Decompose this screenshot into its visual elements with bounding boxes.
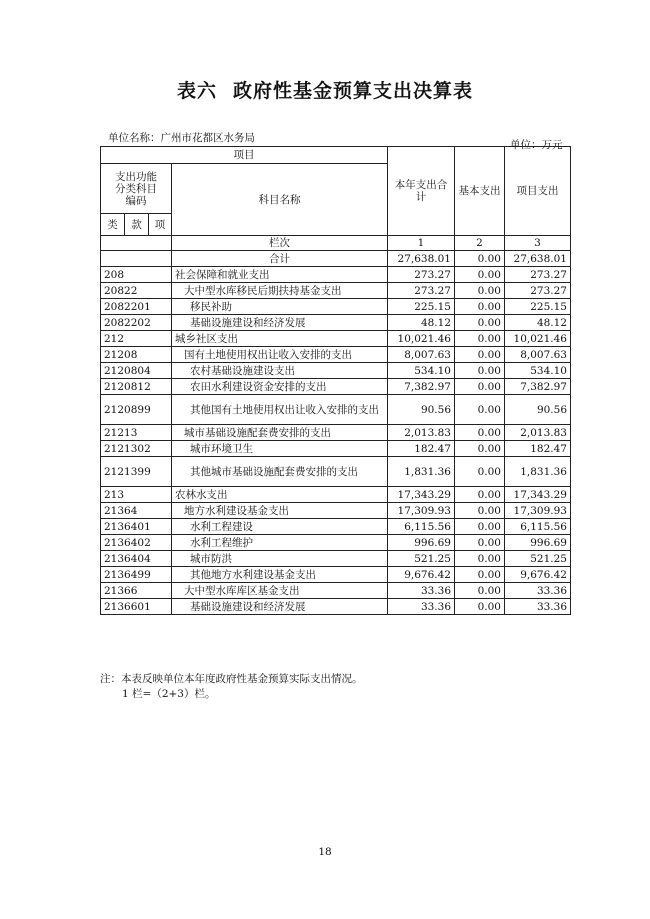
row-total: 2,013.83 <box>388 425 455 441</box>
currency-unit: 单位：万元 <box>510 139 563 151</box>
total-row <box>101 251 571 267</box>
row-project: 2,013.83 <box>505 425 571 441</box>
row-project: 7,382.97 <box>505 379 571 395</box>
table-row <box>101 347 571 363</box>
row-subject-name: 地方水利建设基金支出 <box>172 503 388 519</box>
header-col-project: 项目支出 <box>505 147 571 236</box>
row-subject-name: 大中型水库移民后期扶持基金支出 <box>172 283 388 299</box>
row-subject-name: 城市防洪 <box>172 551 388 567</box>
header-lanci: 栏次 <box>172 236 388 251</box>
row-basic: 0.00 <box>455 425 505 441</box>
row-subject-name: 其他地方水利建设基金支出 <box>172 567 388 583</box>
row-code: 20822 <box>101 283 172 299</box>
row-subject-name: 城乡社区支出 <box>172 331 388 347</box>
table-row <box>101 457 571 487</box>
row-total: 33.36 <box>388 583 455 599</box>
table-row <box>101 519 571 535</box>
row-basic: 0.00 <box>455 487 505 503</box>
header-func-code: 支出功能分类科目编码 <box>101 164 172 214</box>
row-basic: 0.00 <box>455 299 505 315</box>
row-project: 182.47 <box>505 441 571 457</box>
row-basic: 0.00 <box>455 441 505 457</box>
table-row <box>101 379 571 395</box>
row-project: 6,115.56 <box>505 519 571 535</box>
table-row <box>101 267 571 283</box>
table-row <box>101 441 571 457</box>
footnote-line-2: 1 栏=（2+3）栏。 <box>122 688 216 700</box>
row-project: 48.12 <box>505 315 571 331</box>
row-basic: 0.00 <box>455 331 505 347</box>
row-code: 2136402 <box>101 535 172 551</box>
row-subject-name: 基础设施建设和经济发展 <box>172 315 388 331</box>
row-subject-name: 社会保障和就业支出 <box>172 267 388 283</box>
table-row <box>101 535 571 551</box>
row-total: 521.25 <box>388 551 455 567</box>
table-row <box>101 425 571 441</box>
table-row <box>101 567 571 583</box>
header-row-project <box>101 147 571 164</box>
header-subject-name: 科目名称 <box>172 164 388 236</box>
row-code: 2120804 <box>101 363 172 379</box>
header-xiang: 项 <box>149 214 172 236</box>
row-basic: 0.00 <box>455 267 505 283</box>
header-project: 项目 <box>101 147 388 164</box>
row-project: 33.36 <box>505 583 571 599</box>
row-project: 534.10 <box>505 363 571 379</box>
column-number-2: 2 <box>455 236 505 251</box>
total-basic: 0.00 <box>455 251 505 267</box>
row-code: 2136401 <box>101 519 172 535</box>
row-project: 9,676.42 <box>505 567 571 583</box>
row-code: 2082201 <box>101 299 172 315</box>
row-total: 9,676.42 <box>388 567 455 583</box>
table-row <box>101 395 571 425</box>
row-total: 996.69 <box>388 535 455 551</box>
table-row <box>101 283 571 299</box>
table-row <box>101 583 571 599</box>
column-number-row <box>101 236 571 251</box>
row-subject-name: 国有土地使用权出让收入安排的支出 <box>172 347 388 363</box>
row-total: 17,343.29 <box>388 487 455 503</box>
row-basic: 0.00 <box>455 315 505 331</box>
column-number-1: 1 <box>388 236 455 251</box>
row-basic: 0.00 <box>455 583 505 599</box>
row-subject-name: 农村基础设施建设支出 <box>172 363 388 379</box>
row-total: 6,115.56 <box>388 519 455 535</box>
row-subject-name: 其他城市基础设施配套费安排的支出 <box>172 457 388 487</box>
table-title: 政府性基金预算支出决算表 <box>233 80 474 102</box>
row-basic: 0.00 <box>455 535 505 551</box>
row-subject-name: 农田水利建设资金安排的支出 <box>172 379 388 395</box>
row-total: 182.47 <box>388 441 455 457</box>
row-code: 2121302 <box>101 441 172 457</box>
row-project: 8,007.63 <box>505 347 571 363</box>
row-subject-name: 城市基础设施配套费安排的支出 <box>172 425 388 441</box>
row-code: 2082202 <box>101 315 172 331</box>
row-subject-name: 农林水支出 <box>172 487 388 503</box>
table-row <box>101 503 571 519</box>
row-code: 2136499 <box>101 567 172 583</box>
table-row <box>101 315 571 331</box>
total-value: 27,638.01 <box>388 251 455 267</box>
row-basic: 0.00 <box>455 457 505 487</box>
row-project: 521.25 <box>505 551 571 567</box>
budget-table <box>100 146 571 615</box>
table-row <box>101 551 571 567</box>
row-code: 21364 <box>101 503 172 519</box>
row-code: 21366 <box>101 583 172 599</box>
row-basic: 0.00 <box>455 567 505 583</box>
header-col-basic: 基本支出 <box>455 147 505 236</box>
row-total: 534.10 <box>388 363 455 379</box>
row-project: 225.15 <box>505 299 571 315</box>
row-total: 225.15 <box>388 299 455 315</box>
row-project: 90.56 <box>505 395 571 425</box>
header-col-total: 本年支出合计 <box>388 147 455 236</box>
page-title <box>0 76 650 103</box>
total-label: 合计 <box>172 251 388 267</box>
row-project: 996.69 <box>505 535 571 551</box>
row-basic: 0.00 <box>455 551 505 567</box>
row-basic: 0.00 <box>455 347 505 363</box>
row-total: 48.12 <box>388 315 455 331</box>
row-code: 212 <box>101 331 172 347</box>
footnote <box>100 672 363 702</box>
row-subject-name: 大中型水库库区基金支出 <box>172 583 388 599</box>
table-row <box>101 599 571 615</box>
row-total: 10,021.46 <box>388 331 455 347</box>
table-row <box>101 331 571 347</box>
row-basic: 0.00 <box>455 363 505 379</box>
table-row <box>101 363 571 379</box>
table-row <box>101 299 571 315</box>
row-total: 33.36 <box>388 599 455 615</box>
row-project: 33.36 <box>505 599 571 615</box>
organization-name: 单位名称：广州市花都区水务局 <box>108 132 255 144</box>
row-code: 2120812 <box>101 379 172 395</box>
row-code: 21208 <box>101 347 172 363</box>
row-basic: 0.00 <box>455 395 505 425</box>
row-project: 273.27 <box>505 267 571 283</box>
row-basic: 0.00 <box>455 503 505 519</box>
row-code: 2120899 <box>101 395 172 425</box>
row-project: 273.27 <box>505 283 571 299</box>
row-total: 17,309.93 <box>388 503 455 519</box>
row-project: 17,309.93 <box>505 503 571 519</box>
row-total: 1,831.36 <box>388 457 455 487</box>
row-basic: 0.00 <box>455 599 505 615</box>
row-total: 90.56 <box>388 395 455 425</box>
table-row <box>101 487 571 503</box>
column-number-3: 3 <box>505 236 571 251</box>
row-code: 21213 <box>101 425 172 441</box>
row-total: 7,382.97 <box>388 379 455 395</box>
row-basic: 0.00 <box>455 519 505 535</box>
header-kuan: 款 <box>125 214 149 236</box>
row-subject-name: 其他国有土地使用权出让收入安排的支出 <box>172 395 388 425</box>
row-basic: 0.00 <box>455 379 505 395</box>
row-project: 17,343.29 <box>505 487 571 503</box>
table-number: 表六 <box>176 80 217 102</box>
row-subject-name: 移民补助 <box>172 299 388 315</box>
row-project: 10,021.46 <box>505 331 571 347</box>
row-code: 2136404 <box>101 551 172 567</box>
row-basic: 0.00 <box>455 283 505 299</box>
row-code: 2121399 <box>101 457 172 487</box>
header-lei: 类 <box>101 214 125 236</box>
page-number: 18 <box>318 846 332 858</box>
row-subject-name: 基础设施建设和经济发展 <box>172 599 388 615</box>
row-code: 213 <box>101 487 172 503</box>
row-total: 273.27 <box>388 267 455 283</box>
row-code: 2136601 <box>101 599 172 615</box>
row-subject-name: 水利工程维护 <box>172 535 388 551</box>
row-project: 1,831.36 <box>505 457 571 487</box>
footnote-line-1: 注：本表反映单位本年度政府性基金预算实际支出情况。 <box>100 673 363 685</box>
row-code: 208 <box>101 267 172 283</box>
row-subject-name: 城市环境卫生 <box>172 441 388 457</box>
total-project: 27,638.01 <box>505 251 571 267</box>
row-total: 8,007.63 <box>388 347 455 363</box>
row-subject-name: 水利工程建设 <box>172 519 388 535</box>
row-total: 273.27 <box>388 283 455 299</box>
